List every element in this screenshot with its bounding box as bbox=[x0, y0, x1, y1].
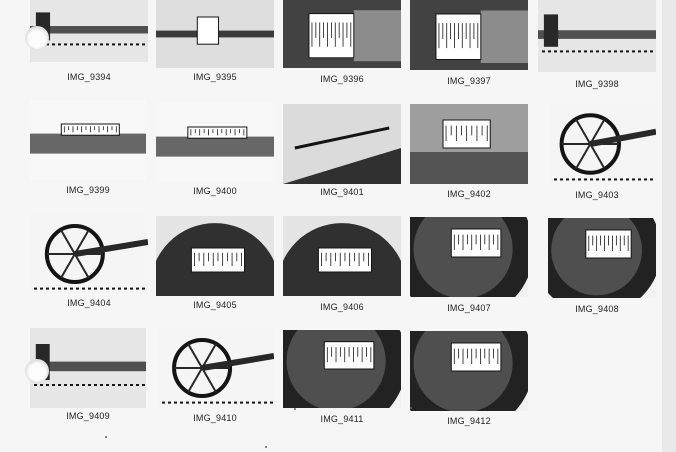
thumbnail-caption: IMG_9394 bbox=[67, 72, 111, 82]
thumbnail-img-9406[interactable] bbox=[283, 216, 401, 296]
thumbnail-caption: IMG_9411 bbox=[320, 414, 364, 424]
thumbnail-photo bbox=[30, 214, 148, 294]
thumbnail-img-9399[interactable] bbox=[30, 100, 146, 180]
thumbnail-img-9404[interactable] bbox=[30, 214, 148, 294]
thumbnail-caption: IMG_9412 bbox=[447, 416, 491, 426]
scan-speck bbox=[294, 408, 296, 410]
thumbnail-caption: IMG_9404 bbox=[67, 298, 111, 308]
thumbnail-img-9400[interactable] bbox=[156, 103, 274, 183]
thumbnail-img-9395[interactable] bbox=[156, 0, 274, 68]
thumbnail-photo bbox=[30, 0, 148, 62]
thumbnail-photo bbox=[410, 0, 528, 70]
thumbnail-img-9402[interactable] bbox=[410, 104, 528, 184]
thumbnail-caption: IMG_9410 bbox=[193, 413, 237, 423]
thumbnail-caption: IMG_9400 bbox=[193, 186, 237, 196]
thumbnail-caption: IMG_9397 bbox=[447, 76, 491, 86]
thumbnail-photo bbox=[410, 331, 528, 411]
thumbnail-photo bbox=[410, 104, 528, 184]
thumbnail-photo bbox=[158, 328, 274, 408]
punch-hole bbox=[26, 360, 48, 382]
thumbnail-img-9403[interactable] bbox=[550, 103, 656, 185]
thumbnail-photo bbox=[410, 217, 528, 297]
thumbnail-photo bbox=[156, 0, 274, 68]
thumbnail-img-9397[interactable] bbox=[410, 0, 528, 70]
thumbnail-photo bbox=[550, 103, 656, 185]
thumbnail-photo bbox=[283, 216, 401, 296]
thumbnail-caption: IMG_9402 bbox=[447, 189, 491, 199]
thumbnail-img-9398[interactable] bbox=[538, 0, 656, 72]
thumbnail-img-9401[interactable] bbox=[283, 104, 401, 184]
thumbnail-img-9396[interactable] bbox=[283, 0, 401, 68]
thumbnail-photo bbox=[548, 218, 656, 298]
page-edge-shadow bbox=[662, 0, 676, 452]
scan-speck bbox=[105, 436, 107, 438]
thumbnail-caption: IMG_9405 bbox=[193, 300, 237, 310]
thumbnail-img-9405[interactable] bbox=[156, 216, 274, 296]
thumbnail-img-9412[interactable] bbox=[410, 331, 528, 411]
thumbnail-img-9408[interactable] bbox=[548, 218, 656, 298]
thumbnail-caption: IMG_9401 bbox=[320, 187, 364, 197]
thumbnail-img-9410[interactable] bbox=[158, 328, 274, 408]
scan-speck bbox=[410, 407, 412, 409]
thumbnail-caption: IMG_9396 bbox=[320, 74, 364, 84]
thumbnail-caption: IMG_9407 bbox=[447, 303, 491, 313]
thumbnail-caption: IMG_9395 bbox=[193, 72, 237, 82]
thumbnail-photo bbox=[156, 103, 274, 183]
thumbnail-photo bbox=[30, 100, 146, 180]
thumbnail-caption: IMG_9399 bbox=[66, 185, 110, 195]
thumbnail-caption: IMG_9406 bbox=[320, 302, 364, 312]
thumbnail-photo bbox=[283, 104, 401, 184]
thumbnail-caption: IMG_9409 bbox=[66, 411, 110, 421]
punch-hole bbox=[26, 27, 48, 49]
thumbnail-photo bbox=[156, 216, 274, 296]
thumbnail-photo bbox=[283, 330, 401, 408]
scan-speck bbox=[265, 446, 267, 448]
thumbnail-caption: IMG_9408 bbox=[575, 304, 619, 314]
thumbnail-photo bbox=[283, 0, 401, 68]
thumbnail-img-9407[interactable] bbox=[410, 217, 528, 297]
thumbnail-photo bbox=[538, 0, 656, 72]
thumbnail-caption: IMG_9403 bbox=[575, 190, 619, 200]
thumbnail-img-9394[interactable] bbox=[30, 0, 148, 62]
thumbnail-img-9411[interactable] bbox=[283, 330, 401, 408]
thumbnail-caption: IMG_9398 bbox=[575, 79, 619, 89]
